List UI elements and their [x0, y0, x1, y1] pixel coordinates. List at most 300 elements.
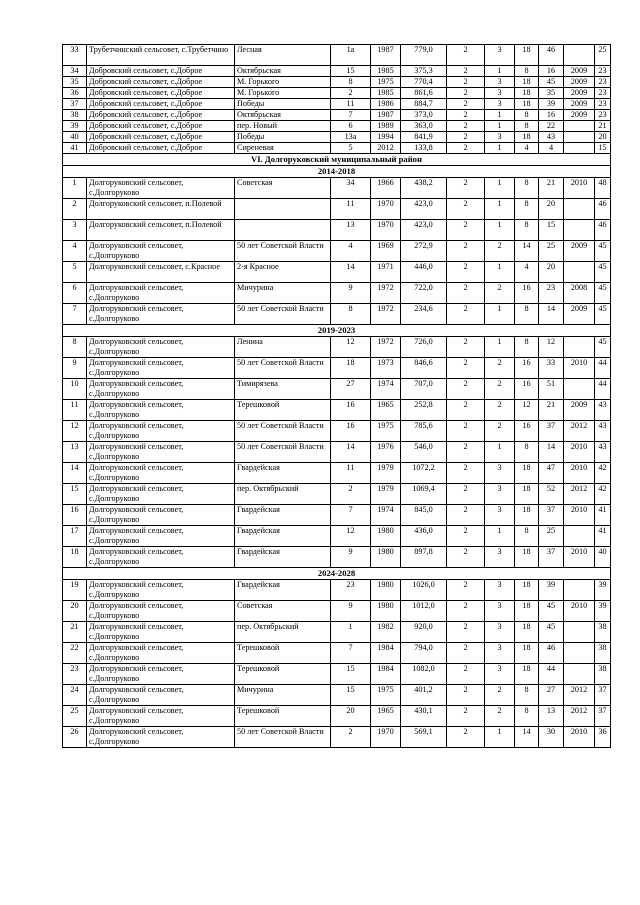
col-10-cell: 25: [539, 526, 564, 547]
col-7-cell: 2: [447, 442, 485, 463]
area-cell: 272,9: [401, 241, 447, 262]
col-12-cell: 42: [595, 463, 611, 484]
col-8-cell: 2: [485, 358, 515, 379]
col-12-cell: 41: [595, 526, 611, 547]
street-cell: Октябрьская: [235, 66, 331, 77]
col-10-cell: 27: [539, 685, 564, 706]
house-number-cell: 23: [331, 580, 371, 601]
street-cell: Победы: [235, 99, 331, 110]
col-9-cell: 14: [515, 241, 539, 262]
year-built-cell: 1979: [371, 484, 401, 505]
col-9-cell: 18: [515, 45, 539, 66]
col-8-cell: 1: [485, 727, 515, 748]
col-7-cell: 2: [447, 304, 485, 325]
col-12-cell: 39: [595, 601, 611, 622]
house-number-cell: 12: [331, 337, 371, 358]
col-8-cell: 1: [485, 262, 515, 283]
year-built-cell: 1972: [371, 283, 401, 304]
col-12-cell: 45: [595, 304, 611, 325]
year-built-cell: 1974: [371, 505, 401, 526]
col-8-cell: 3: [485, 77, 515, 88]
table-row: [63, 143, 611, 154]
settlement-cell: Добровский сельсовет, с.Доброе: [87, 121, 235, 132]
year-built-cell: 1970: [371, 199, 401, 220]
year-built-cell: 1971: [371, 262, 401, 283]
street-cell: пер. Октябрьский: [235, 622, 331, 643]
area-cell: 430,1: [401, 706, 447, 727]
street-cell: 50 лет Советской Власти: [235, 421, 331, 442]
period-header-3: 2024-2028: [63, 568, 611, 580]
house-number-cell: 16: [331, 400, 371, 421]
table-row: [63, 727, 611, 748]
col-9-cell: 18: [515, 77, 539, 88]
house-number-cell: 7: [331, 643, 371, 664]
col-12-cell: 37: [595, 685, 611, 706]
settlement-cell: Долгоруковский сельсовет, с.Долгоруково: [87, 379, 235, 400]
settlement-cell: Долгоруковский сельсовет, с.Долгоруково: [87, 685, 235, 706]
col-7-cell: 2: [447, 643, 485, 664]
col-10-cell: 37: [539, 421, 564, 442]
col-12-cell: 15: [595, 143, 611, 154]
area-cell: 722,0: [401, 283, 447, 304]
col-9-cell: 14: [515, 727, 539, 748]
col-12-cell: 43: [595, 421, 611, 442]
renovation-year-cell: 2010: [564, 442, 595, 463]
section-title: VI. Долгоруковский муниципальный район: [63, 154, 611, 166]
col-7-cell: 2: [447, 547, 485, 568]
house-number-cell: 1а: [331, 45, 371, 66]
col-9-cell: 16: [515, 379, 539, 400]
street-cell: Гвардейская: [235, 580, 331, 601]
col-7-cell: 2: [447, 685, 485, 706]
renovation-year-cell: [564, 580, 595, 601]
col-10-cell: 45: [539, 622, 564, 643]
col-10-cell: 52: [539, 484, 564, 505]
settlement-cell: Долгоруковский сельсовет, с.Долгоруково: [87, 241, 235, 262]
col-8-cell: 3: [485, 99, 515, 110]
document-page: [62, 44, 610, 748]
street-cell: Ленина: [235, 337, 331, 358]
row-number-cell: 24: [63, 685, 87, 706]
house-number-cell: 9: [331, 283, 371, 304]
street-cell: М. Горького: [235, 88, 331, 99]
area-cell: 1072,2: [401, 463, 447, 484]
settlement-cell: Долгоруковский сельсовет, с.Долгоруково: [87, 664, 235, 685]
col-9-cell: 18: [515, 463, 539, 484]
street-cell: Гвардейская: [235, 526, 331, 547]
area-cell: 446,0: [401, 262, 447, 283]
house-number-cell: 13а: [331, 132, 371, 143]
col-12-cell: 44: [595, 379, 611, 400]
street-cell: Сиреневая: [235, 143, 331, 154]
row-number-cell: 23: [63, 664, 87, 685]
settlement-cell: Долгоруковский сельсовет, с.Долгоруково: [87, 706, 235, 727]
table-row: [63, 643, 611, 664]
street-cell: Советская: [235, 178, 331, 199]
house-number-cell: 18: [331, 358, 371, 379]
col-7-cell: 2: [447, 622, 485, 643]
col-12-cell: 37: [595, 706, 611, 727]
street-cell: Терешковой: [235, 664, 331, 685]
col-7-cell: 2: [447, 484, 485, 505]
col-10-cell: 4: [539, 143, 564, 154]
area-cell: 770,4: [401, 77, 447, 88]
house-number-cell: 11: [331, 463, 371, 484]
row-number-cell: 7: [63, 304, 87, 325]
street-cell: Терешковой: [235, 706, 331, 727]
col-7-cell: 2: [447, 706, 485, 727]
col-9-cell: 18: [515, 88, 539, 99]
street-cell: Победы: [235, 132, 331, 143]
settlement-cell: Добровский сельсовет, с.Доброе: [87, 99, 235, 110]
year-built-cell: 1994: [371, 132, 401, 143]
street-cell: Терешковой: [235, 643, 331, 664]
settlement-cell: Долгоруковский сельсовет, с.Красное: [87, 262, 235, 283]
col-7-cell: 2: [447, 199, 485, 220]
table-row: [63, 66, 611, 77]
renovation-year-cell: 2010: [564, 178, 595, 199]
house-number-cell: 11: [331, 99, 371, 110]
col-12-cell: 42: [595, 484, 611, 505]
col-10-cell: 45: [539, 601, 564, 622]
col-8-cell: 3: [485, 88, 515, 99]
year-built-cell: 1984: [371, 643, 401, 664]
row-number-cell: 34: [63, 66, 87, 77]
house-number-cell: 2: [331, 88, 371, 99]
col-7-cell: 2: [447, 121, 485, 132]
col-12-cell: 39: [595, 580, 611, 601]
table-row: [63, 442, 611, 463]
renovation-year-cell: 2012: [564, 421, 595, 442]
settlement-cell: Долгоруковский сельсовет, с.Долгоруково: [87, 580, 235, 601]
street-cell: Терешковой: [235, 400, 331, 421]
table-row: [63, 580, 611, 601]
col-12-cell: 23: [595, 88, 611, 99]
renovation-year-cell: 2009: [564, 66, 595, 77]
col-8-cell: 3: [485, 463, 515, 484]
col-7-cell: 2: [447, 110, 485, 121]
col-8-cell: 1: [485, 143, 515, 154]
col-8-cell: 3: [485, 484, 515, 505]
col-10-cell: 20: [539, 199, 564, 220]
year-built-cell: 1975: [371, 685, 401, 706]
col-10-cell: 35: [539, 88, 564, 99]
col-7-cell: 2: [447, 463, 485, 484]
street-cell: пер. Октябрьский: [235, 484, 331, 505]
area-cell: 401,2: [401, 685, 447, 706]
table-row: [63, 241, 611, 262]
col-9-cell: 16: [515, 421, 539, 442]
area-cell: 234,6: [401, 304, 447, 325]
street-cell: 50 лет Советской Власти: [235, 304, 331, 325]
col-12-cell: 46: [595, 220, 611, 241]
col-12-cell: 46: [595, 199, 611, 220]
area-cell: 785,6: [401, 421, 447, 442]
col-9-cell: 8: [515, 337, 539, 358]
year-built-cell: 1970: [371, 727, 401, 748]
table-row: [63, 220, 611, 241]
col-7-cell: 2: [447, 358, 485, 379]
col-8-cell: 2: [485, 685, 515, 706]
renovation-year-cell: [564, 262, 595, 283]
col-7-cell: 2: [447, 421, 485, 442]
col-10-cell: 23: [539, 283, 564, 304]
table-body-period-3: [63, 580, 611, 748]
renovation-year-cell: 2009: [564, 88, 595, 99]
year-built-cell: 1980: [371, 601, 401, 622]
col-8-cell: 1: [485, 304, 515, 325]
house-number-cell: 15: [331, 685, 371, 706]
settlement-cell: Долгоруковский сельсовет, с.Долгоруково: [87, 643, 235, 664]
table-row: [63, 283, 611, 304]
house-number-cell: 12: [331, 526, 371, 547]
col-10-cell: 22: [539, 121, 564, 132]
col-8-cell: 2: [485, 706, 515, 727]
year-built-cell: 1984: [371, 664, 401, 685]
row-number-cell: 12: [63, 421, 87, 442]
settlement-cell: Добровский сельсовет, с.Доброе: [87, 88, 235, 99]
street-cell: Мичурина: [235, 685, 331, 706]
table-row: [63, 685, 611, 706]
row-number-cell: 16: [63, 505, 87, 526]
renovation-year-cell: 2009: [564, 241, 595, 262]
area-cell: 779,0: [401, 45, 447, 66]
period-header-2: 2019-2023: [63, 325, 611, 337]
street-cell: Октябрьская: [235, 110, 331, 121]
settlement-cell: Долгоруковский сельсовет, с.Долгоруково: [87, 400, 235, 421]
renovation-year-cell: [564, 643, 595, 664]
table-row: [63, 505, 611, 526]
area-cell: 133,8: [401, 143, 447, 154]
col-8-cell: 3: [485, 132, 515, 143]
renovation-year-cell: 2010: [564, 601, 595, 622]
col-12-cell: 21: [595, 121, 611, 132]
table-body-continued: [63, 45, 611, 154]
col-9-cell: 18: [515, 643, 539, 664]
table-row: [63, 77, 611, 88]
settlement-cell: Долгоруковский сельсовет, с.Долгоруково: [87, 178, 235, 199]
col-12-cell: 43: [595, 400, 611, 421]
table-row: [63, 45, 611, 66]
col-12-cell: 25: [595, 45, 611, 66]
street-cell: Лесная: [235, 45, 331, 66]
row-number-cell: 25: [63, 706, 87, 727]
col-10-cell: 15: [539, 220, 564, 241]
col-7-cell: 2: [447, 337, 485, 358]
house-number-cell: 9: [331, 601, 371, 622]
year-built-cell: 1987: [371, 110, 401, 121]
year-built-cell: 1973: [371, 358, 401, 379]
renovation-year-cell: [564, 622, 595, 643]
renovation-year-cell: 2009: [564, 99, 595, 110]
col-8-cell: 1: [485, 220, 515, 241]
col-8-cell: 3: [485, 580, 515, 601]
row-number-cell: 1: [63, 178, 87, 199]
col-9-cell: 16: [515, 283, 539, 304]
col-10-cell: 45: [539, 77, 564, 88]
period-header-group-3: [63, 568, 611, 580]
house-number-cell: 5: [331, 143, 371, 154]
col-10-cell: 21: [539, 400, 564, 421]
row-number-cell: 40: [63, 132, 87, 143]
year-built-cell: 1985: [371, 88, 401, 99]
col-9-cell: 18: [515, 622, 539, 643]
settlement-cell: Добровский сельсовет, с.Доброе: [87, 77, 235, 88]
street-cell: 50 лет Советской Власти: [235, 727, 331, 748]
col-7-cell: 2: [447, 66, 485, 77]
renovation-year-cell: 2010: [564, 547, 595, 568]
house-number-cell: 34: [331, 178, 371, 199]
house-number-cell: 7: [331, 505, 371, 526]
settlement-cell: Добровский сельсовет, с.Доброе: [87, 66, 235, 77]
year-built-cell: 1975: [371, 77, 401, 88]
area-cell: 373,0: [401, 110, 447, 121]
street-cell: 50 лет Советской Власти: [235, 241, 331, 262]
year-built-cell: 1972: [371, 304, 401, 325]
table-row: [63, 99, 611, 110]
row-number-cell: 18: [63, 547, 87, 568]
col-10-cell: 39: [539, 580, 564, 601]
settlement-cell: Долгоруковский сельсовет, с.Долгоруково: [87, 622, 235, 643]
house-number-cell: 15: [331, 664, 371, 685]
row-number-cell: 38: [63, 110, 87, 121]
row-number-cell: 11: [63, 400, 87, 421]
house-number-cell: 13: [331, 220, 371, 241]
house-number-cell: 2: [331, 484, 371, 505]
col-12-cell: 45: [595, 283, 611, 304]
col-8-cell: 2: [485, 283, 515, 304]
col-7-cell: 2: [447, 88, 485, 99]
col-10-cell: 51: [539, 379, 564, 400]
col-9-cell: 8: [515, 706, 539, 727]
col-9-cell: 8: [515, 199, 539, 220]
year-built-cell: 1987: [371, 45, 401, 66]
year-built-cell: 1980: [371, 547, 401, 568]
col-7-cell: 2: [447, 400, 485, 421]
settlement-cell: Долгоруковский сельсовет, с.Долгоруково: [87, 463, 235, 484]
renovation-year-cell: [564, 220, 595, 241]
col-9-cell: 18: [515, 601, 539, 622]
col-7-cell: 2: [447, 379, 485, 400]
col-10-cell: 37: [539, 547, 564, 568]
row-number-cell: 20: [63, 601, 87, 622]
table-row: [63, 304, 611, 325]
col-9-cell: 18: [515, 580, 539, 601]
col-12-cell: 23: [595, 99, 611, 110]
col-8-cell: 2: [485, 400, 515, 421]
row-number-cell: 13: [63, 442, 87, 463]
col-10-cell: 21: [539, 178, 564, 199]
col-9-cell: 8: [515, 178, 539, 199]
renovation-year-cell: 2008: [564, 283, 595, 304]
table-row: [63, 547, 611, 568]
settlement-cell: Долгоруковский сельсовет, с.Долгоруково: [87, 337, 235, 358]
col-9-cell: 4: [515, 262, 539, 283]
col-9-cell: 18: [515, 99, 539, 110]
row-number-cell: 10: [63, 379, 87, 400]
table-row: [63, 526, 611, 547]
house-number-cell: 7: [331, 110, 371, 121]
col-9-cell: 8: [515, 685, 539, 706]
renovation-year-cell: [564, 337, 595, 358]
col-7-cell: 2: [447, 664, 485, 685]
area-cell: 1082,0: [401, 664, 447, 685]
year-built-cell: 1966: [371, 178, 401, 199]
table-row: [63, 421, 611, 442]
col-7-cell: 2: [447, 262, 485, 283]
col-12-cell: 41: [595, 505, 611, 526]
year-built-cell: 1982: [371, 622, 401, 643]
table-row: [63, 88, 611, 99]
row-number-cell: 21: [63, 622, 87, 643]
renovation-year-cell: [564, 526, 595, 547]
house-number-cell: 14: [331, 442, 371, 463]
col-9-cell: 8: [515, 110, 539, 121]
table-row: [63, 199, 611, 220]
row-number-cell: 17: [63, 526, 87, 547]
col-12-cell: 38: [595, 664, 611, 685]
col-10-cell: 43: [539, 132, 564, 143]
area-cell: 897,8: [401, 547, 447, 568]
renovation-year-cell: 2009: [564, 77, 595, 88]
year-built-cell: 1965: [371, 706, 401, 727]
col-10-cell: 20: [539, 262, 564, 283]
table-body-period-2: [63, 337, 611, 568]
col-8-cell: 3: [485, 622, 515, 643]
col-8-cell: 1: [485, 337, 515, 358]
col-12-cell: 45: [595, 241, 611, 262]
renovation-year-cell: [564, 132, 595, 143]
row-number-cell: 41: [63, 143, 87, 154]
col-10-cell: 46: [539, 643, 564, 664]
col-9-cell: 18: [515, 132, 539, 143]
row-number-cell: 5: [63, 262, 87, 283]
area-cell: 861,6: [401, 88, 447, 99]
col-7-cell: 2: [447, 143, 485, 154]
settlement-cell: Долгоруковский сельсовет, с.Долгоруково: [87, 421, 235, 442]
settlement-cell: Добровский сельсовет, с.Доброе: [87, 143, 235, 154]
col-9-cell: 12: [515, 400, 539, 421]
col-12-cell: 23: [595, 66, 611, 77]
year-built-cell: 1974: [371, 379, 401, 400]
col-10-cell: 47: [539, 463, 564, 484]
col-7-cell: 2: [447, 132, 485, 143]
area-cell: 436,0: [401, 526, 447, 547]
year-built-cell: 1976: [371, 442, 401, 463]
street-cell: [235, 199, 331, 220]
row-number-cell: 15: [63, 484, 87, 505]
table-row: [63, 262, 611, 283]
col-8-cell: 2: [485, 421, 515, 442]
col-8-cell: 3: [485, 45, 515, 66]
settlement-cell: Долгоруковский сельсовет, с.Долгоруково: [87, 601, 235, 622]
row-number-cell: 36: [63, 88, 87, 99]
col-10-cell: 44: [539, 664, 564, 685]
settlement-cell: Долгоруковский сельсовет, с.Долгоруково: [87, 442, 235, 463]
year-built-cell: 1980: [371, 526, 401, 547]
renovation-year-cell: [564, 121, 595, 132]
table-row: [63, 664, 611, 685]
period-header-1: 2014-2018: [63, 166, 611, 178]
area-cell: 569,1: [401, 727, 447, 748]
renovation-year-cell: 2009: [564, 110, 595, 121]
street-cell: [235, 220, 331, 241]
col-7-cell: 2: [447, 601, 485, 622]
row-number-cell: 37: [63, 99, 87, 110]
col-10-cell: 12: [539, 337, 564, 358]
area-cell: 845,0: [401, 505, 447, 526]
table-section-header-group: [63, 154, 611, 178]
